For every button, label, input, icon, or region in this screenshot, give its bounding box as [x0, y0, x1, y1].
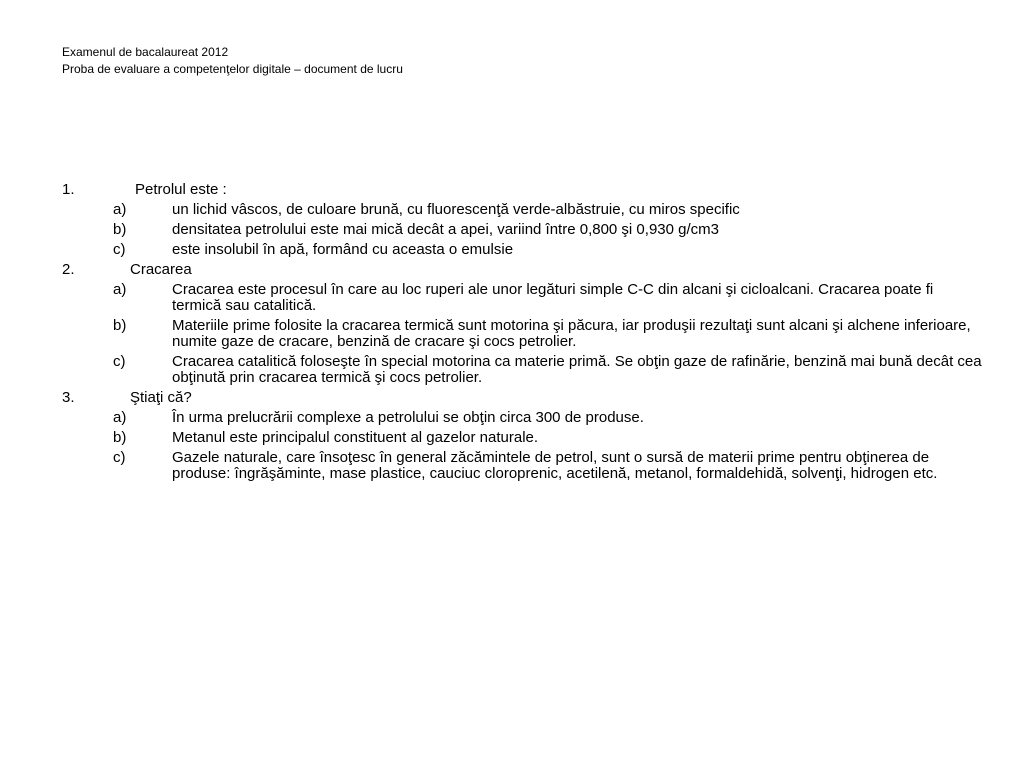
item-letter: b) [113, 317, 127, 334]
item-text: Materiile prime folosite la cracarea termică sunt motorina şi păcura, iar produşii rezultaţi sunt alcani şi alchene inferioare, numite gaze de cracare, benzină de cracare şi cocs petrolier. [172, 317, 971, 350]
item-letter: c) [113, 241, 126, 258]
section-petrolul [62, 182, 982, 258]
list-item [62, 282, 982, 314]
item-letter: c) [113, 353, 126, 370]
item-text: Cracarea catalitică foloseşte în special motorina ca materie primă. Se obţin gaze de rafinărie, benzină mai bună decât cea obţinută prin cracarea termică şi cocs petrolier. [172, 353, 982, 386]
list-item [62, 202, 982, 218]
list-item [62, 410, 982, 426]
section-heading [62, 182, 982, 202]
section-heading [62, 262, 982, 282]
item-letter: c) [113, 449, 126, 466]
list-item [62, 354, 982, 386]
section-title: Cracarea [130, 261, 192, 278]
item-letter: a) [113, 409, 127, 426]
list-item [62, 242, 982, 258]
section-number: 2. [62, 261, 75, 278]
header-exam-subtitle: Proba de evaluare a competenţelor digitale – document de lucru [62, 62, 403, 76]
header-exam-title: Examenul de bacalaureat 2012 [62, 45, 229, 59]
section-cracarea [62, 262, 982, 386]
list-item [62, 430, 982, 446]
item-letter: a) [113, 201, 127, 218]
document-header [62, 44, 403, 78]
list-item [62, 222, 982, 238]
section-number: 3. [62, 389, 75, 406]
item-text: În urma prelucrării complexe a petrolului se obţin circa 300 de produse. [172, 409, 644, 426]
item-text: densitatea petrolului este mai mică decât a apei, variind între 0,800 şi 0,930 g/cm3 [172, 221, 719, 238]
item-text: Metanul este principalul constituent al gazelor naturale. [172, 429, 539, 446]
section-title: Ştiaţi că? [130, 389, 192, 406]
section-stiati-ca [62, 390, 982, 482]
item-text: Cracarea este procesul în care au loc ruperi ale unor legături simple C-C din alcani şi cicloalcani. Cracarea poate fi termică sau catalitică. [172, 281, 934, 314]
section-heading [62, 390, 982, 410]
item-text: Gazele naturale, care însoţesc în general zăcămintele de petrol, sunt o sursă de materii prime pentru obţinerea de produse: îngrăşăminte, mase plastice, cauciuc cloroprenic, acetilenă, metanol, formaldehidă, solvenţi, hidrogen etc. [172, 449, 938, 482]
item-letter: a) [113, 281, 127, 298]
item-letter: b) [113, 221, 127, 238]
section-number: 1. [62, 181, 75, 198]
list-item [62, 450, 982, 482]
item-text: un lichid vâscos, de culoare brună, cu fluorescenţă verde-albăstruie, cu miros specific [172, 201, 740, 218]
item-letter: b) [113, 429, 127, 446]
item-text: este insolubil în apă, formând cu aceasta o emulsie [172, 241, 514, 258]
document-body [62, 182, 982, 486]
section-title: Petrolul este : [135, 181, 227, 198]
list-item [62, 318, 982, 350]
